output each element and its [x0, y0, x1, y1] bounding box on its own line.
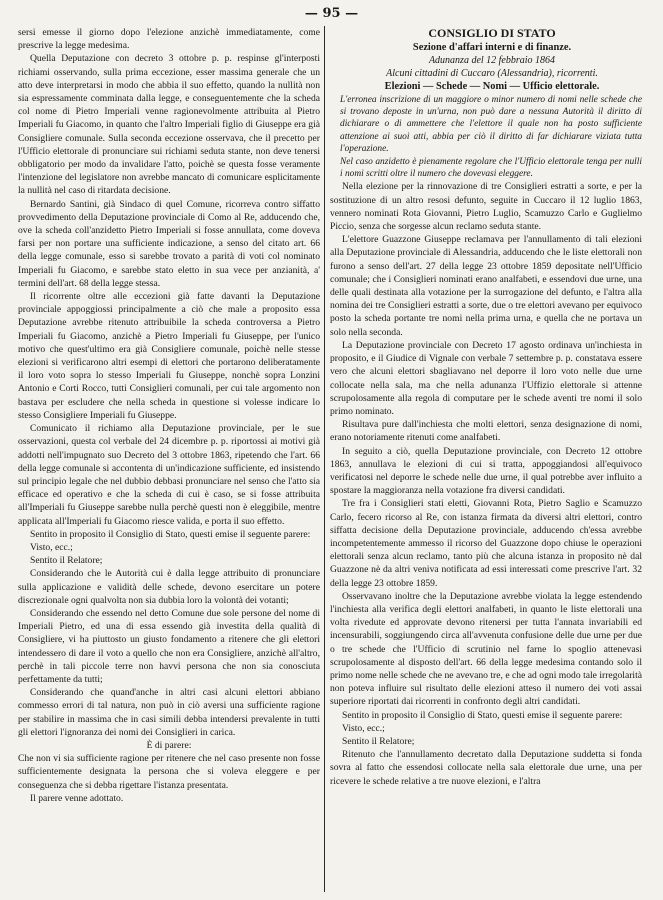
left-conclusion: Che non vi sia sufficiente ragione per ritenere che nel caso presente non fosse sufficientemente designata la persona che si voleva eleggere e per conseguenza che si debba rigettare l'istanza presentata.	[18, 753, 320, 791]
right-paragraph-7: Osservavano inoltre che la Deputazione avrebbe violata la legge estendendo l'inchiesta alla verifica degli elettori analfabeti, in quanto le liste elettorali una volta rivedute ed approvate devono ritenersi per tutta l'annata invariabili ed incensurabili, soggiungendo circa all'avvenuta confusione delle due urne per due o tre schede che l'Ufficio di scrutinio nel farne lo spoglio attenevasi scrupolosamente al disposto dell'art. 66 della legge medesima contando solo il primo nome nelle schede che ne avevano tre, e che ad ogni modo tale irregolarità non poteva influire sul risultato delle elezioni atteso il numero dei voti assai superiore riportati dai ricorrenti in confronto degli altri candidati.	[330, 590, 642, 708]
keywords-line: Elezioni — Schede — Nomi — Ufficio elettorale.	[384, 81, 600, 93]
right-column	[330, 26, 642, 894]
right-visto: Visto, ecc.;	[342, 722, 385, 734]
left-considerando-1: Considerando che le Autorità cui è dalla legge attribuito di pronunciare sulla applicazione e validità delle schede, devono esercitare un potere discrezionale ogni qualvolta non sia dubbia loro la volontà dei votanti;	[18, 568, 320, 606]
massima-2: Nel caso anzidetto è pienamente regolare che l'Ufficio elettorale tenga per nulli i nomi scritti oltre il numero che dovevasi eleggere.	[340, 156, 642, 180]
left-sentito: Sentito il Relatore;	[30, 555, 103, 567]
right-paragraph-3: La Deputazione provinciale con Decreto 17 agosto ordinava un'inchiesta in proposito, e il Giudice di Vignale con verbale 7 settembre p. p. constatava essere vero che alcuni elettori sbagliavano nel deporre il loro voto nelle due urne collocate nella sala, ma che nella adunanza l'Uffizio elettorale si attenne scrupolosamente alla regola di computare per le schede aventi tre nomi il solo primo nominato.	[330, 339, 642, 417]
right-paragraph-6: Tre fra i Consiglieri stati eletti, Giovanni Rota, Pietro Saglio e Scamuzzo Carlo, fecero ricorso al Re, con istanza firmata da diversi altri elettori, contro siffatta decisione della Deputazione provinciale, adducendo ch'essa avrebbe incompetentemente ammesso il ricorso del Guazzone dopo chiuse le operazioni elettorali senza alcun reclamo, tanto più che alcuna istanza in proposito nè dal Guazzone nè da altri veniva notificata ad essi interessati come prescrive l'art. 32 della legge 23 ottobre 1859.	[330, 498, 642, 589]
page-number: — 95 —	[304, 6, 359, 21]
left-paragraph-1: sersi emesse il giorno dopo l'elezione anzichè immediatamente, come prescrive la legge medesima.	[18, 27, 320, 52]
left-paragraph-3: Bernardo Santini, già Sindaco di quel Comune, ricorreva contro siffatto provvedimento della Deputazione provinciale di Como al Re, adducendo che, ove la scheda coll'anzidetto Pietro Imperiali si fosse annullata, come doveva farsi per non portare una sufficiente indicazione, a senso del citato art. 66 della legge comunale, esso si sarebbe trovato a parità di voti col nominato Imperiali fu Giacomo, e sarebbe stato eletto in sua vece per anzianità, a' termini dell'art. 68 della legge stessa.	[18, 198, 320, 289]
council-title: CONSIGLIO DI STATO	[428, 26, 556, 40]
massima-1: L'erronea inscrizione di un maggiore o minor numero di nomi nelle schede che si trovano deposte in un'urna, non può dare a nessuna Autorità il diritto di dichiarare o di ammettere che l'elettore il quale non ha posto sufficiente attenzione ai suoi atti, abbia per ciò il diritto di far dichiarare viziata tutta l'operazione.	[340, 94, 642, 155]
left-column	[18, 26, 320, 894]
left-considerando-3: Considerando che quand'anche in altri casi alcuni elettori abbiano commesso errori di tal natura, non può in ciò aversi una sufficiente ragione per stabilire in massima che in casi simili debba intendersi prevalente in tutti gli elettori l'ignoranza dei nomi dei Consiglieri in carica.	[18, 687, 320, 738]
left-parere-heading: È di parere:	[146, 739, 192, 751]
meeting-date: Adunanza del 12 febbraio 1864	[428, 55, 556, 66]
left-visto: Visto, ecc.;	[30, 541, 73, 553]
right-paragraph-4: Risultava pure dall'inchiesta che molti elettori, senza designazione di nomi, erano notoriamente ritenuti come analfabeti.	[330, 419, 642, 444]
right-considerando: Ritenuto che l'annullamento decretato dalla Deputazione suddetta si fonda sovra al fatto che essendosi collocate nella sala elettorale due urne, una per ricevere le schede relative a tre nuove elezioni, e l'altra	[330, 749, 642, 787]
section-title: Sezione d'affari interni e di finanze.	[412, 42, 572, 53]
column-divider	[324, 26, 325, 892]
left-paragraph-4: Il ricorrente oltre alle eccezioni già fatte davanti la Deputazione provinciale appoggiossi principalmente a ciò che male a proposito essa Deputazione avrebbe ritenuto attribuibile la scheda controversa a Pietro Imperiali fu Giacomo, anzichè a Pietro Imperiali fu Giuseppe, per l'unico motivo che quest'ultimo era già Consigliere comunale, poichè nelle stesse elezioni si verificarono altri esempi di elettori che portarono deliberatamente il loro voto sopra lo stesso Imperiali fu Giuseppe, nonchè sopra Lonzini Antonio e Corti Rocco, tutti Consiglieri comunali, per cui tale argomento non bastava per escludere che nella scheda in questione si volesse indicare lo stesso Consigliere Imperiali fu Giuseppe.	[18, 291, 320, 421]
right-paragraph-1: Nella elezione per la rinnovazione di tre Consiglieri estratti a sorte, e per la sostituzione di un altro resosi defunto, seguite in Cuccaro il 12 luglio 1863, vennero nominati Rota Giovanni, Pietro Luglio, Scamuzzo Carlo e Guglielmo Piccio, senza che sorgesse alcun reclamo seduta stante.	[330, 181, 642, 233]
left-paragraph-5: Comunicato il richiamo alla Deputazione provinciale, per le sue osservazioni, questa col verbale del 24 dicembre p. p. riportossi ai motivi già addotti nell'impugnato suo Decreto del 3 ottobre 1863, ripetendo che l'art. 66 della legge comunale si accontenta di un'indicazione sufficiente, ed insistendo sul principio legale che nel dubbio debbasi pronunciare nel senso che l'atto sia efficace ed operativo e che la scheda di cui è caso, se si fosse attribuita all'Imperiali fu Giuseppe sarebbe nulla perchè questi non è eleggibile, mentre applicata all'Imperiali fu Giacomo riesce valida, e porta il suo effetto.	[18, 423, 320, 527]
right-paragraph-5: In seguito a ciò, quella Deputazione provinciale, con Decreto 12 ottobre 1863, annullava le elezioni di cui si tratta, appoggiandosi all'equivoco verificatosi nel deporre le schede nelle due urne, il qual potrebbe aver influito a spostare la maggioranza nella votazione fra diversi candidati.	[330, 445, 642, 497]
left-adopted: Il parere venne adottato.	[30, 792, 124, 804]
right-paragraph-8: Sentito in proposito il Consiglio di Stato, questi emise il seguente parere:	[342, 709, 623, 721]
left-considerando-2: Considerando che essendo nel detto Comune due sole persone del nome di Imperiali Pietro, ed una di essa essendo già investita della qualità di Consigliere, vi ha piuttosto un giusto fondamento a ritenere che gli elettori intendessero di dare il voto a quello che non era Consigliere, anzichè all'altro, perchè in tali piccole terre non havvi persona che non sia conosciuta perfettamente da tutti;	[18, 607, 320, 685]
left-paragraph-2: Quella Deputazione con decreto 3 ottobre p. p. respinse gl'interposti richiami osservando, sulla prima eccezione, esser massima generale che un atto deve interpretarsi in modo che abbia il suo effetto, quando la nullità non sia espressamente comminata dalla legge, e conseguentemente che la scheda col nome di Pietro Imperiali venne ragionevolmente attribuita al Pietro Imperiali fu Giacomo, in quanto che l'altro Imperiali figlio di Giuseppe era già Consigliere comunale. Sulla seconda eccezione osservava, che il precetto per l'Ufficio elettorale di pronunciare sui richiami seduta stante, non deve tenersi obbligatorio per modo da invalidare l'atto, poichè se questa fosse veramente l'intenzione del legislatore non avrebbe mancato di comunicare esplicitamente la nullità nel caso di ritardata decisione.	[18, 53, 320, 197]
right-sentito: Sentito il Relatore;	[342, 735, 415, 747]
parties-line: Alcuni cittadini di Cuccaro (Alessandria), ricorrenti.	[386, 68, 598, 80]
left-paragraph-6: Sentito in proposito il Consiglio di Stato, questi emise il seguente parere:	[30, 528, 311, 540]
right-paragraph-2: L'elettore Guazzone Giuseppe reclamava per l'annullamento di tali elezioni alla Deputazione provinciale di Alessandria, adducendo che le liste elettorali non furono a senso dell'art. 27 della legge 23 ottobre 1859 depositate nell'Ufficio comunale; che i Consiglieri nominati erano analfabeti, e essendovi due urne, una delle quali destinata alla votazione per la surrogazione del defunto, e l'altra alla nomina dei tre Consiglieri estratti a sorte, due o tre elettori avevano per equivoco posto la scheda portante tre nomi nella prima urna, e quella che ne portava un solo nella seconda.	[330, 234, 642, 338]
